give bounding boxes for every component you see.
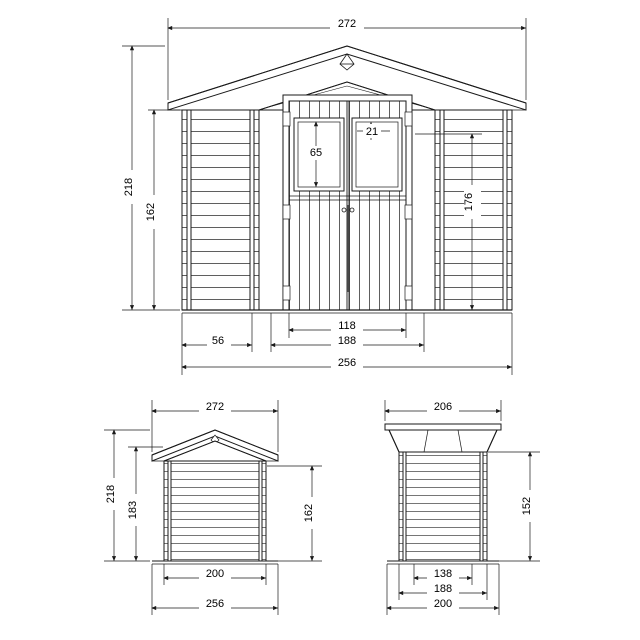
dim-side-base-depth: 200 xyxy=(433,598,453,610)
dim-front-total-height: 218 xyxy=(123,177,135,197)
dim-rear-eave-height: 162 xyxy=(303,503,315,523)
front-door-assembly xyxy=(283,95,412,310)
dim-front-base-width: 256 xyxy=(337,357,357,369)
dim-rear-base-width: 256 xyxy=(205,598,225,610)
dim-window-height: 65 xyxy=(309,147,323,159)
front-base xyxy=(182,310,512,313)
dim-front-door-height: 176 xyxy=(463,192,475,212)
dim-front-roof-width: 272 xyxy=(337,18,357,30)
front-left-wall xyxy=(182,110,259,310)
dim-door-outer-width: 188 xyxy=(337,335,357,347)
side-elevation-view xyxy=(385,400,540,615)
dim-rear-roof-width: 272 xyxy=(205,401,225,413)
dim-side-mid-depth: 188 xyxy=(433,583,453,595)
dim-side-roof-depth: 206 xyxy=(433,401,453,413)
side-roof xyxy=(385,424,501,452)
dim-front-wall-height: 162 xyxy=(145,202,157,222)
dim-window-gap: 21 xyxy=(365,126,379,138)
dim-side-wall-height: 152 xyxy=(521,496,533,516)
rear-gable-wall xyxy=(152,441,278,564)
dim-rear-total-height: 218 xyxy=(105,484,117,504)
dim-door-inner-width: 118 xyxy=(338,320,356,332)
side-wall xyxy=(387,452,499,564)
dim-rear-wall-height: 183 xyxy=(127,500,139,520)
dim-rear-inner-width: 200 xyxy=(205,568,225,580)
dim-side-inner-depth: 138 xyxy=(433,568,453,580)
dim-side-wall-width: 56 xyxy=(211,335,225,347)
